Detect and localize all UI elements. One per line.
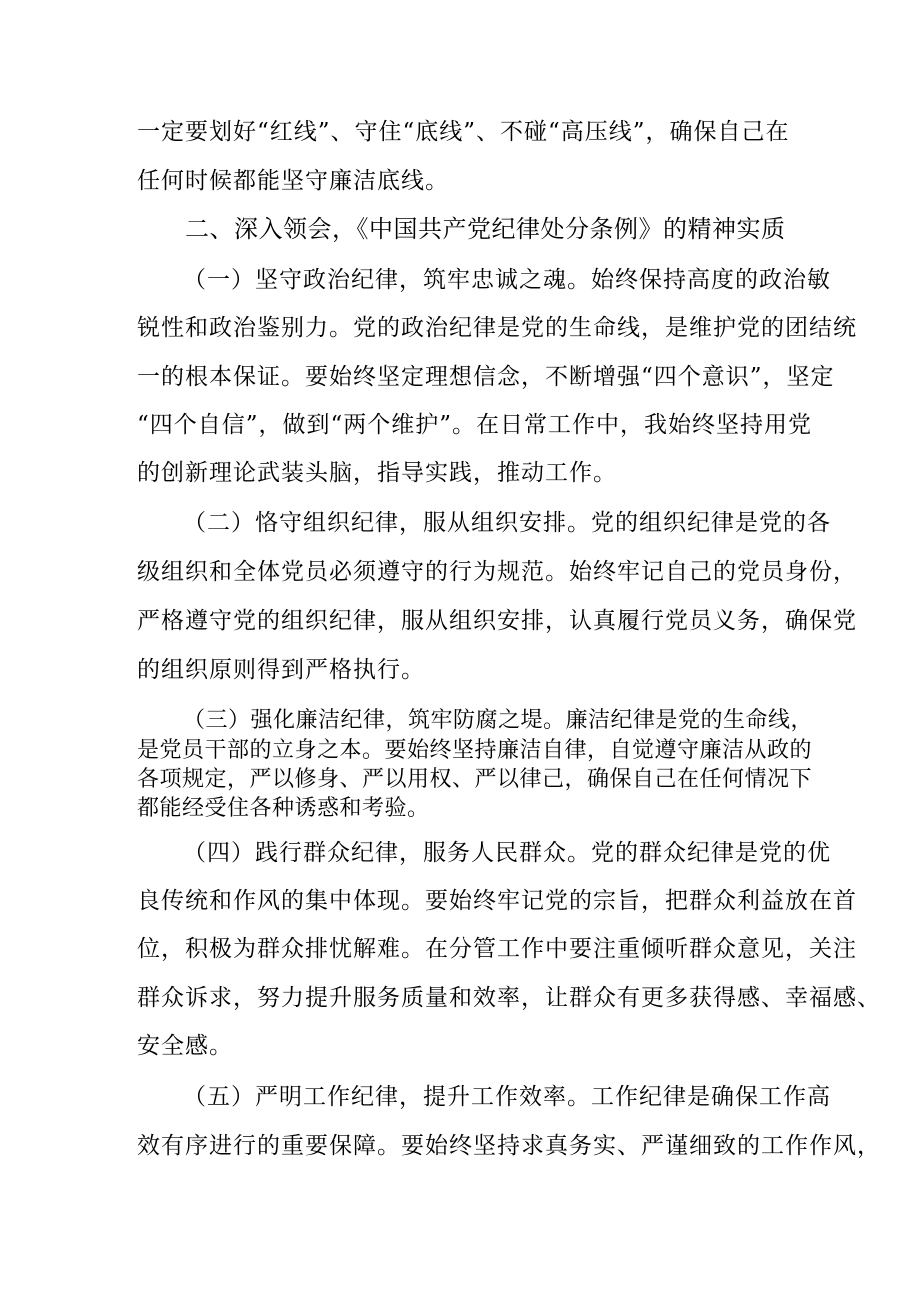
paragraph-line: “四个自信”，做到“两个维护”。在日常工作中，我始终坚持用党	[137, 412, 813, 438]
paragraph-line: 一的根本保证。要始终坚定理想信念，不断增强“四个意识”，坚定	[137, 364, 835, 390]
paragraph-line: （五）严明工作纪律，提升工作效率。工作纪律是确保工作高	[183, 1084, 831, 1110]
paragraph-line: 各项规定，严以修身、严以用权、严以律己，确保自己在任何情况下	[137, 767, 813, 792]
paragraph-line: 良传统和作风的集中体现。要始终牢记党的宗旨，把群众利益放在首	[137, 888, 857, 914]
paragraph-line: 安全感。	[137, 1033, 233, 1059]
paragraph-line: 严格遵守党的组织纪律，服从组织安排，认真履行党员义务，确保党	[137, 608, 857, 634]
section-heading: 二、深入领会，《中国共产党纪律处分条例》的精神实质	[185, 215, 786, 243]
paragraph-line: 一定要划好“红线”、守住“底线”、不碰“高压线”，确保自己在	[137, 119, 790, 145]
paragraph-line: 都能经受住各种诱惑和考验。	[137, 796, 430, 821]
paragraph-line: 群众诉求，努力提升服务质量和效率，让群众有更多获得感、幸福感、	[137, 985, 881, 1011]
paragraph-line: 的创新理论武装头脑，指导实践，推动工作。	[137, 460, 617, 486]
paragraph-line: 效有序进行的重要保障。要始终坚持求真务实、严谨细致的工作作风，	[137, 1133, 881, 1159]
paragraph-line: 级组织和全体党员必须遵守的行为规范。始终牢记自己的党员身份，	[137, 559, 857, 585]
paragraph-line: 位，积极为群众排忧解难。在分管工作中要注重倾听群众意见，关注	[137, 936, 857, 962]
paragraph-line: （三）强化廉洁纪律，筑牢防腐之堤。廉洁纪律是党的生命线，	[183, 708, 814, 733]
paragraph-line: 是党员干部的立身之本。要始终坚持廉洁自律，自觉遵守廉洁从政的	[137, 738, 813, 763]
paragraph-line: 任何时候都能坚守廉洁底线。	[137, 168, 449, 194]
paragraph-line: 锐性和政治鉴别力。党的政治纪律是党的生命线，是维护党的团结统	[137, 315, 857, 341]
paragraph-line: （二）恪守组织纪律，服从组织安排。党的组织纪律是党的各	[183, 510, 831, 536]
paragraph-line: （一）坚守政治纪律，筑牢忠诚之魂。始终保持高度的政治敏	[183, 267, 831, 293]
paragraph-line: 的组织原则得到严格执行。	[137, 657, 425, 683]
paragraph-line: （四）践行群众纪律，服务人民群众。党的群众纪律是党的优	[183, 840, 831, 866]
